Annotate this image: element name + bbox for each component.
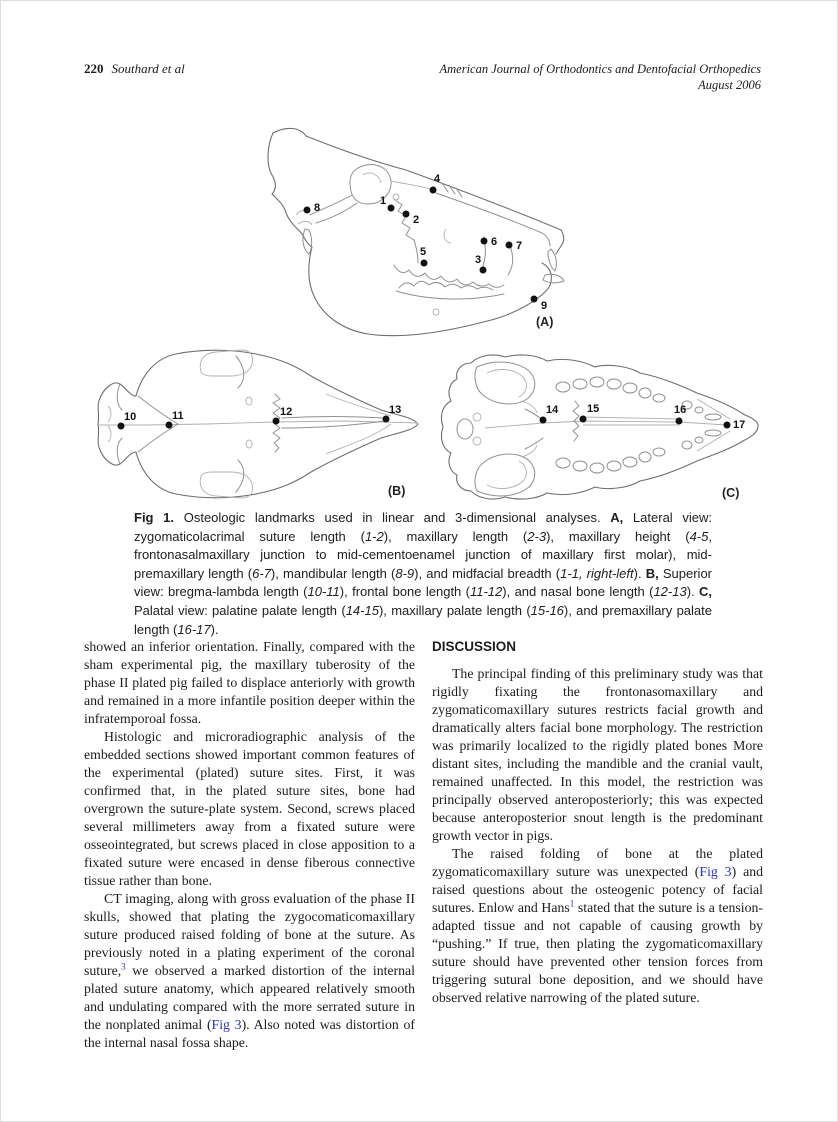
landmark-number-11: 11 [172,410,184,422]
paragraph [84,638,415,728]
body-column-right [432,638,763,1007]
caption-segment: 11-12 [469,584,503,600]
running-head-right [341,61,761,93]
paragraph-text: ). Also noted was distortion of the internal nasal fossa shape. [84,1017,415,1050]
caption-segment: A, [610,510,624,525]
landmark-number-3: 3 [475,254,482,266]
landmark-number-13: 13 [389,404,402,416]
landmark-dot-5 [421,260,428,267]
landmark-number-4: 4 [434,173,441,185]
landmark-dot-9 [531,296,538,303]
caption-segment: 4-5 [689,528,709,544]
section-heading-discussion: DISCUSSION [432,639,517,654]
landmark-dot-3 [480,267,487,274]
caption-segment: ), and premaxillary palate length ( [134,602,713,637]
paragraph [84,728,415,890]
caption-segment: Palatal view: palatine palate length ( [134,602,346,618]
figure-caption [134,509,712,639]
landmark-number-16: 16 [674,404,687,416]
paragraph-text: Histologic and microradiographic analysis of the embedded sections showed important common features of the experimental (plated) suture sites. First, it was confirmed that, in the plated suture sites, bone had overgrown the suture-plate system. Second, screws placed several millimeters away from a fixated suture were osseointegrated, but screws placed in close apposition to a fixated suture were encased in dense fiberous connective tissue rather than bone. [84,729,415,888]
landmark-number-15: 15 [587,403,600,415]
citation-ref-1[interactable]: 1 [569,898,575,909]
page-number: 220 [84,61,104,76]
authors: Southard et al [111,61,185,76]
skull-internal-details [457,362,730,496]
caption-segment: 15-16 [530,602,564,618]
landmark-dot-17 [724,422,731,429]
caption-segment: 6-7 [252,565,271,581]
landmark-number-12: 12 [280,406,293,418]
landmark-dot-12 [273,418,280,425]
running-head-left [84,61,185,77]
paragraph-text: The raised folding of bone at the plated zygomaticomaxillary suture was unexpected ( [432,846,763,879]
caption-segment: C, [699,584,713,600]
caption-segment: 16-17 [177,621,211,637]
caption-segment: ). [686,584,700,600]
skull-outline [268,128,564,335]
caption-segment: ), maxillary length ( [383,528,528,544]
caption-segment: ), maxillary height ( [546,528,690,544]
paragraph [432,665,763,845]
caption-segment: ). [633,565,646,581]
paragraph [432,845,763,1007]
paragraph-text: we observed a marked distortion of the internal plated suture anatomy, which appeared relatively smooth and undulating compared with the more serrated suture in the nonplated animal ( [84,963,415,1032]
landmark-number-1: 1 [380,195,387,207]
caption-segment: 14-15 [345,602,379,618]
landmark-dot-7 [506,242,513,249]
landmark-number-2: 2 [413,214,420,226]
caption-segment: 12-13 [653,584,687,600]
landmark-number-9: 9 [541,300,548,312]
caption-segment: Superior view: bregma-lambda length ( [134,565,713,600]
caption-segment: 1-2 [364,528,384,544]
body-column-left [84,638,415,1052]
caption-segment: Lateral view: zygomaticolacrimal suture length ( [134,510,712,544]
skull-internal-details [296,165,550,315]
landmark-number-10: 10 [124,411,137,423]
paragraph [84,890,415,1052]
issue-date: August 2006 [698,78,761,92]
caption-segment: ), maxillary palate length ( [378,602,531,618]
paragraph-text: stated that the suture is a tension-adapted tissue and not capable of causing growth by “pushing.” If true, then plating the zygomaticomaxillary suture should have prevented other tension forces from triggering sutural bone deposition, and we should have observed relative narrowing of the plated suture. [432,900,763,1005]
landmark-number-5: 5 [420,246,427,258]
landmark-dot-16 [676,418,683,425]
landmark-dot-8 [304,207,311,214]
figure-3-link[interactable]: Fig 3 [211,1017,242,1032]
landmark-dot-11 [166,422,173,429]
landmark-dot-2 [403,211,410,218]
skull-outline [441,355,758,499]
paragraph-text: CT imaging, along with gross evaluation of the phase II skulls, showed that plating the zygocomaticomaxillary suture produced raised folding of bone at the suture. As previously noted in a plating experiment of the coronal suture, [84,891,415,978]
caption-segment: ), frontal bone length ( [339,584,470,600]
paragraph-text: showed an inferior orientation. Finally, compared with the sham experimental pig, the maxillary tuberosity of the phase II plated pig failed to displace anteriorly with growth and remained in a more infantile position deeper within the infratemporoal fossa. [84,639,415,726]
skull-palatal-view [425,349,770,511]
landmark-dot-4 [430,187,437,194]
landmark-number-7: 7 [516,240,523,252]
caption-segment: , frontonasalmaxillary junction to mid-cementoenamel junction of maxillary first molar), mid-premaxillary length ( [134,528,712,581]
caption-segment: Fig 1. [134,510,175,525]
figure-3-link[interactable]: Fig 3 [699,864,732,879]
caption-segment: 10-11 [307,584,340,600]
journal-title: American Journal of Orthodontics and Dentofacial Orthopedics [439,62,761,76]
skull-lateral-view [246,123,576,338]
caption-segment: 2-3 [527,528,547,544]
skull-outline [98,350,418,498]
view-label-a: (A) [536,315,554,329]
caption-segment: ). [210,621,219,637]
landmark-dot-13 [383,416,390,423]
view-label-b: (B) [388,484,406,498]
caption-segment: ), and midfacial breadth ( [414,565,561,581]
caption-segment: ), mandibular length ( [270,565,396,581]
skull-superior-view [86,344,421,504]
paragraph-text: ) and raised questions about the osteogenic potency of facial sutures. Enlow and Hans [432,864,763,915]
paragraph-text: The principal finding of this preliminary study was that rigidly fixating the frontonasomaxillary and zygomaticomaxillary sutures restricts facial growth and dramatically alters facial bone morphology. The restriction was primarily localized to the rigidly plated bones More distant sites, including the mandible and the cranial vault, remained unaffected. In this model, the restriction was principally observed anteroposteriorly; this was expected because anteroposterior snout length is the predominant growth vector in pigs. [432,666,763,843]
landmark-number-14: 14 [546,404,559,416]
landmark-dot-1 [388,205,395,212]
view-label-c: (C) [722,486,740,500]
landmark-dot-14 [540,417,547,424]
caption-segment: 8-9 [395,565,415,581]
landmark-number-6: 6 [491,236,498,248]
landmark-dot-6 [481,238,488,245]
landmark-number-17: 17 [733,419,746,431]
caption-segment: ), and nasal bone length ( [502,584,654,600]
caption-segment: Osteologic landmarks used in linear and 3-dimensional analyses. [174,510,611,525]
caption-segment: B, [645,565,659,581]
landmark-number-8: 8 [314,202,321,214]
landmark-dot-15 [580,416,587,423]
caption-segment: 1-1, right-left [560,565,634,581]
citation-ref-3[interactable]: 3 [121,961,126,972]
landmark-dot-10 [118,423,125,430]
